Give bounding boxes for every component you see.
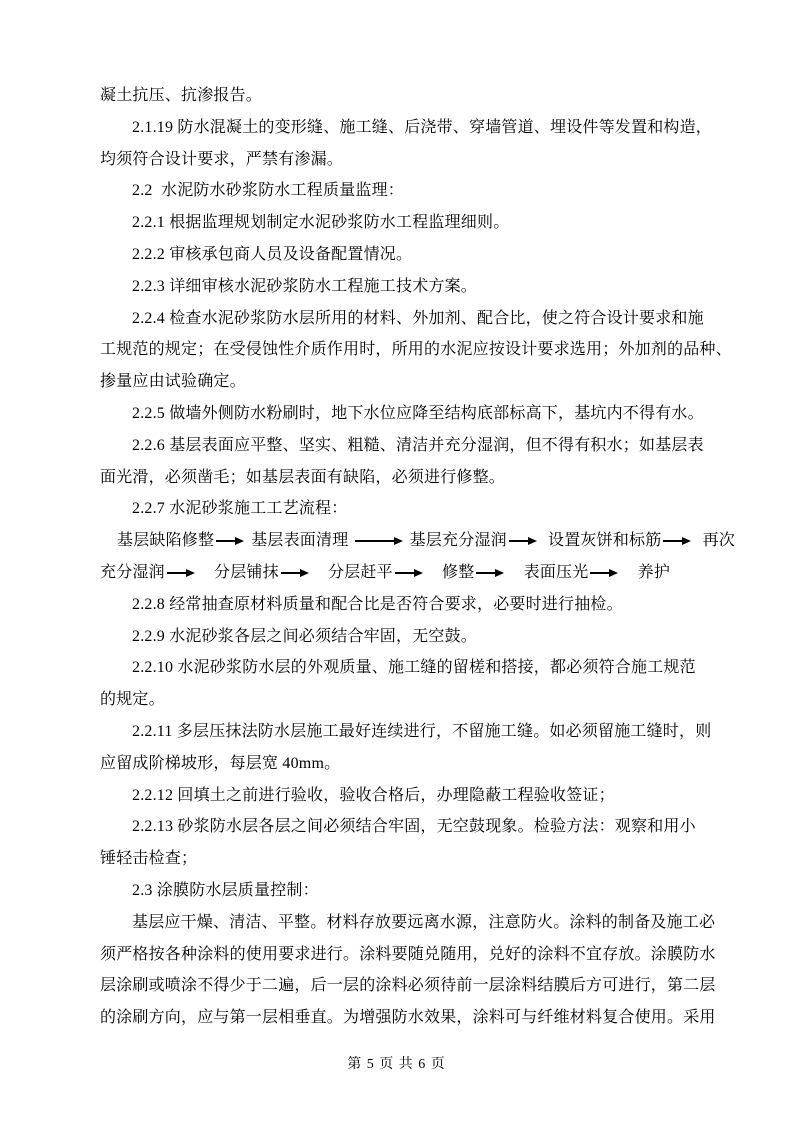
- line-text: 2.2.7 水泥砂浆施工工艺流程：: [132, 500, 348, 518]
- document-line: [100, 621, 710, 653]
- line-text: 须严格按各种涂料的使用要求进行。涂料要随兑随用，兑好的涂料不宜存放。涂膜防水: [100, 945, 716, 963]
- document-line: [100, 493, 710, 525]
- flow-step-label: 再次: [698, 532, 736, 550]
- line-text: 应留成阶梯坡形，每层宽 40mm。: [100, 754, 341, 772]
- right-arrow-icon: [663, 540, 689, 541]
- right-arrow-icon: [476, 572, 502, 573]
- flow-step-label: 养护: [633, 563, 671, 581]
- right-arrow-icon: [509, 540, 535, 541]
- page-footer: [0, 1053, 793, 1073]
- document-line: [100, 589, 710, 621]
- line-text: 2.2 水泥防水砂浆防水工程质量监理：: [132, 182, 405, 200]
- right-arrow-icon: [355, 540, 401, 541]
- right-arrow-icon: [216, 540, 242, 541]
- document-line: [100, 748, 710, 780]
- document-line: [100, 1002, 716, 1034]
- flow-step-label: 基层表面清理: [251, 532, 353, 550]
- line-text: 2.1.19 防水混凝土的变形缝、施工缝、后浇带、穿墙管道、埋设件等发置和构造，: [132, 118, 713, 136]
- document-line: [100, 112, 713, 144]
- line-text: 的涂刷方向，应与第一层相垂直。为增强防水效果，涂料可与纤维材料复合使用。采用: [100, 1009, 716, 1027]
- right-arrow-icon: [281, 572, 307, 573]
- document-line: [100, 271, 710, 303]
- flow-step-label: 表面压光: [519, 563, 589, 581]
- document-line: [100, 398, 710, 430]
- document-line: [100, 970, 716, 1002]
- line-text: 2.2.11 多层压抹法防水层施工最好连续进行，不留施工缝。如必须留施工缝时，则: [132, 722, 712, 740]
- line-text: 面光滑，必须凿毛；如基层表面有缺陷，必须进行修整。: [100, 468, 506, 486]
- document-line: [100, 303, 710, 335]
- line-text: 2.2.9 水泥砂浆各层之间必须结合牢固，无空鼓。: [132, 627, 478, 645]
- line-text: 2.2.8 经常抽查原材料质量和配合比是否符合要求，必要时进行抽检。: [132, 595, 623, 613]
- document-line: [100, 144, 710, 176]
- right-arrow-icon: [590, 572, 616, 573]
- line-text: 2.2.10 水泥砂浆防水层的外观质量、施工缝的留槎和搭接，都必须符合施工规范: [132, 659, 696, 677]
- flow-step-label: 基层缺陷修整: [117, 532, 215, 550]
- process-flow-row: [100, 557, 710, 589]
- document-body: [100, 80, 736, 1034]
- document-line: [100, 907, 716, 939]
- process-flow-row: [100, 525, 736, 557]
- document-line: [100, 239, 710, 271]
- document-line: [100, 366, 710, 398]
- line-text: 2.2.13 砂浆防水层各层之间必须结合牢固，无空鼓现象。检验方法：观察和用小: [132, 818, 696, 836]
- line-text: 锤轻击检查；: [100, 850, 198, 868]
- flow-step-label: 设置灰饼和标筋: [543, 532, 662, 550]
- line-text: 工规范的规定；在受侵蚀性介质作用时，所用的水泥应按设计要求选用；外加剂的品种、: [100, 341, 732, 359]
- right-arrow-icon: [395, 572, 421, 573]
- flow-step-label: 分层赶平: [323, 563, 393, 581]
- line-text: 的规定。: [100, 691, 165, 709]
- line-text: 2.2.1 根据监理规划制定水泥砂浆防水工程监理细则。: [132, 214, 510, 232]
- line-text: 2.2.2 审核承包商人员及设备配置情况。: [132, 245, 413, 263]
- line-text: 2.2.5 做墙外侧防水粉刷时，地下水位应降至结构底部标高下，基坑内不得有水。: [132, 404, 704, 422]
- document-line: [100, 811, 710, 843]
- line-text: 均须符合设计要求，严禁有渗漏。: [100, 150, 344, 168]
- line-text: 2.3 涂膜防水层质量控制：: [132, 881, 319, 899]
- document-line: [100, 175, 710, 207]
- flow-step-label: 充分湿润: [100, 563, 165, 581]
- document-line: [100, 684, 710, 716]
- page-number-text: 第 5 页 共 6 页: [347, 1057, 446, 1072]
- line-text: 基层应干燥、清洁、平整。材料存放要远离水源，注意防火。涂料的制备及施工必: [132, 913, 716, 931]
- line-text: 2.2.3 详细审核水泥砂浆防水工程施工技术方案。: [132, 277, 478, 295]
- line-text: 2.2.6 基层表面应平整、坚实、粗糙、清洁并充分湿润，但不得有积水；如基层表: [132, 436, 704, 454]
- document-line: [100, 939, 716, 971]
- document-line: [100, 334, 732, 366]
- line-text: 2.2.12 回填土之前进行验收，验收合格后，办理隐蔽工程验收签证；: [132, 786, 615, 804]
- right-arrow-icon: [167, 572, 193, 573]
- flow-step-label: 基层充分湿润: [409, 532, 507, 550]
- document-line: [100, 462, 710, 494]
- line-text: 掺量应由试验确定。: [100, 373, 246, 391]
- flow-step-label: 修整: [437, 563, 475, 581]
- document-line: [100, 716, 710, 748]
- document-line: [100, 80, 710, 112]
- document-line: [100, 780, 710, 812]
- line-text: 2.2.4 检查水泥砂浆防水层所用的材料、外加剂、配合比，使之符合设计要求和施: [132, 309, 704, 327]
- flow-step-label: 分层铺抹: [209, 563, 279, 581]
- document-line: [100, 843, 710, 875]
- document-line: [100, 430, 710, 462]
- document-line: [100, 875, 710, 907]
- line-text: 凝土抗压、抗渗报告。: [100, 87, 263, 104]
- document-line: [100, 207, 710, 239]
- document-line: [100, 652, 710, 684]
- line-text: 层涂刷或喷涂不得少于二遍，后一层的涂料必须待前一层涂料结膜后方可进行，第二层: [100, 977, 716, 995]
